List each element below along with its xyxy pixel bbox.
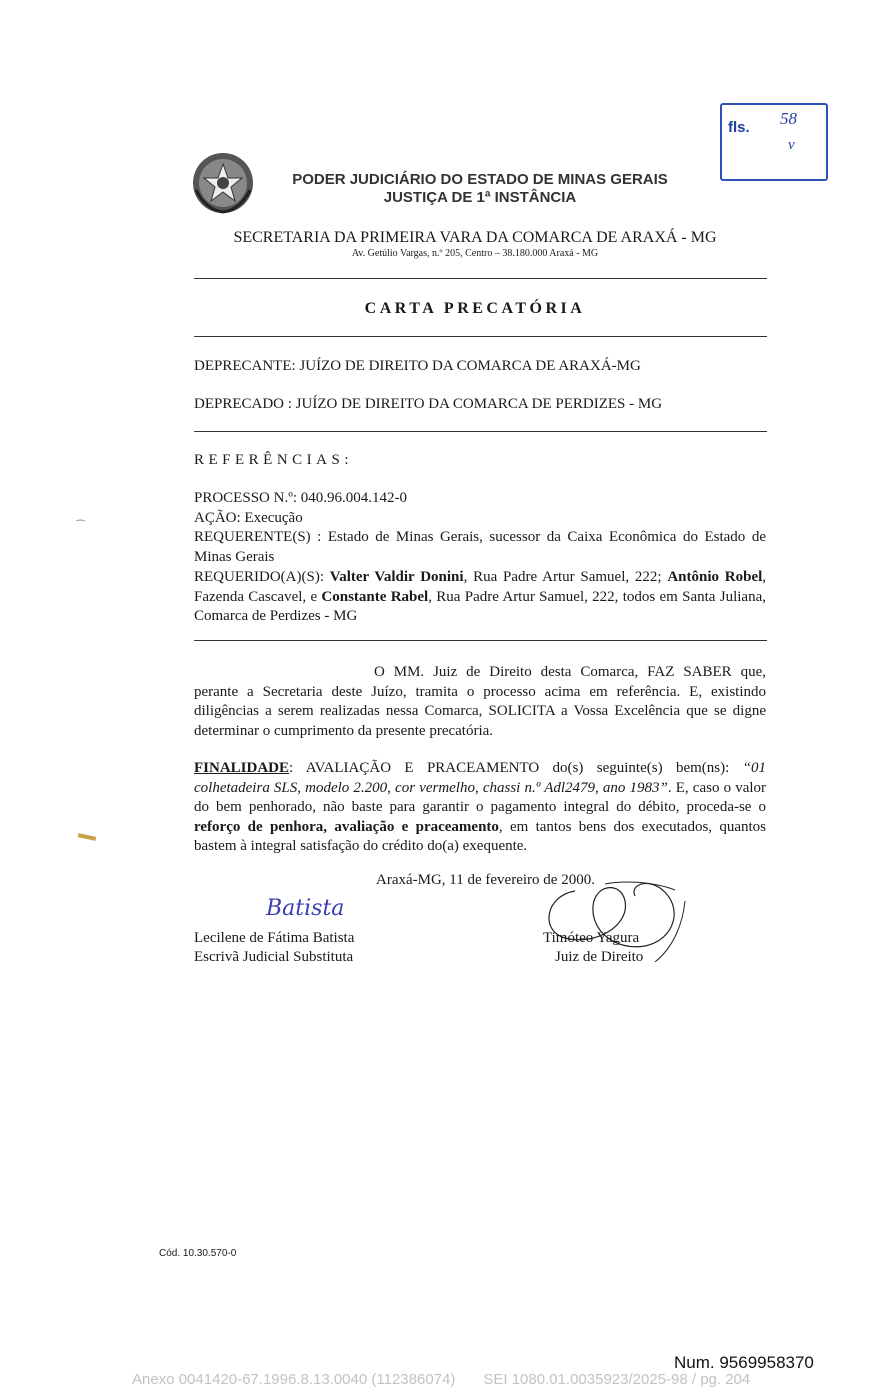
signature-left-script: Batista <box>266 896 345 921</box>
finalidade-bold: reforço de penhora, avaliação e praceamento <box>194 818 499 835</box>
margin-mark <box>78 833 96 841</box>
divider <box>194 640 767 641</box>
finalidade-text-1: : AVALIAÇÃO E PRACEAMENTO do(s) seguinte(s) bem(ns): <box>289 760 730 776</box>
requerido <box>194 568 766 627</box>
stamp-sub: v <box>788 137 795 153</box>
signature-left-role: Escrivã Judicial Substituta <box>194 949 354 965</box>
stamp-label: fls. <box>728 119 750 136</box>
requerido-name-2: Antônio Robel <box>667 569 763 585</box>
requerido-text-1: , Rua Padre Artur Samuel, 222; <box>463 569 662 585</box>
body-paragraph-1 <box>194 663 766 741</box>
form-code: Cód. 10.30.570-0 <box>159 1248 237 1259</box>
deprecante: DEPRECANTE: JUÍZO DE DIREITO DA COMARCA DE ARAXÁ-MG <box>194 358 641 374</box>
finalidade-text-3: , em tantos bens dos executados, quantos bastem à integral satisfação do crédito do(a) exequente. <box>194 818 766 854</box>
court-name: PODER JUDICIÁRIO DO ESTADO DE MINAS GERAIS <box>292 171 668 188</box>
body-p1-text: O MM. Juiz de Direito desta Comarca, FAZ SABER que, perante a Secretaria deste Juízo, tramita o processo acima em referência. E, existindo diligências a serem realizadas nessa Comarca, SOLICITA a Vossa Excelência que se digne determinar o cumprimento da presente precatória. <box>194 664 766 739</box>
signature-left-name: Lecilene de Fátima Batista <box>194 930 355 946</box>
address: Av. Getúlio Vargas, n.º 205, Centro – 38.180.000 Araxá - MG <box>351 248 599 259</box>
secretaria: SECRETARIA DA PRIMEIRA VARA DA COMARCA DE ARAXÁ - MG <box>233 229 717 246</box>
divider <box>194 336 767 337</box>
requerido-label: REQUERIDO(A)(S): <box>194 569 324 585</box>
footer-watermark <box>132 1371 750 1388</box>
signature-right-role: Juiz de Direito <box>555 949 644 965</box>
requerente-label: REQUERENTE(S) : <box>194 529 322 545</box>
folio-stamp <box>720 103 828 181</box>
footer-left: Anexo 0041420-67.1996.8.13.0040 (112386074) <box>132 1371 456 1388</box>
document-number: Num. 9569958370 <box>674 1353 814 1372</box>
deprecado: DEPRECADO : JUÍZO DE DIREITO DA COMARCA DE PERDIZES - MG <box>194 396 663 412</box>
referencias-heading: REFERÊNCIAS: <box>194 452 354 468</box>
finalidade-item: “01 colhetadeira SLS, modelo 2.200, cor vermelho, chassi n.º Adl2479, ano 1983” <box>194 760 767 796</box>
finalidade-text-2: . E, caso o valor do bem penhorado, não baste para garantir o pagamento integral do débito, proceda-se o <box>194 779 767 815</box>
processo: PROCESSO N.º: 040.96.004.142-0 <box>194 490 408 506</box>
requerido-name-1: Valter Valdir Donini <box>329 569 464 585</box>
requerido-text-2: , Fazenda Cascavel, e <box>194 569 767 605</box>
finalidade-label: FINALIDADE <box>194 760 290 776</box>
footer-right: SEI 1080.01.0035923/2025-98 / pg. 204 <box>483 1371 751 1388</box>
place-date: Araxá-MG, 11 de fevereiro de 2000. <box>376 872 595 888</box>
acao: AÇÃO: Execução <box>194 510 303 526</box>
requerente-value: Estado de Minas Gerais, sucessor da Caixa Econômica do Estado de Minas Gerais <box>194 529 766 565</box>
margin-mark: ⁀ <box>76 521 85 533</box>
document-title: CARTA PRECATÓRIA <box>364 300 586 317</box>
divider <box>194 431 767 432</box>
stamp-number: 58 <box>780 109 797 128</box>
divider <box>194 278 767 279</box>
requerido-name-3: Constante Rabel <box>321 588 429 605</box>
court-instance: JUSTIÇA DE 1ª INSTÂNCIA <box>383 189 577 206</box>
requerente <box>194 528 766 567</box>
requerido-text-3: , Rua Padre Artur Samuel, 222, todos em Santa Juliana, Comarca de Perdizes - MG <box>194 588 766 624</box>
signature-right-name: Timóteo Yagura <box>543 930 640 946</box>
finalidade-paragraph <box>194 759 766 857</box>
